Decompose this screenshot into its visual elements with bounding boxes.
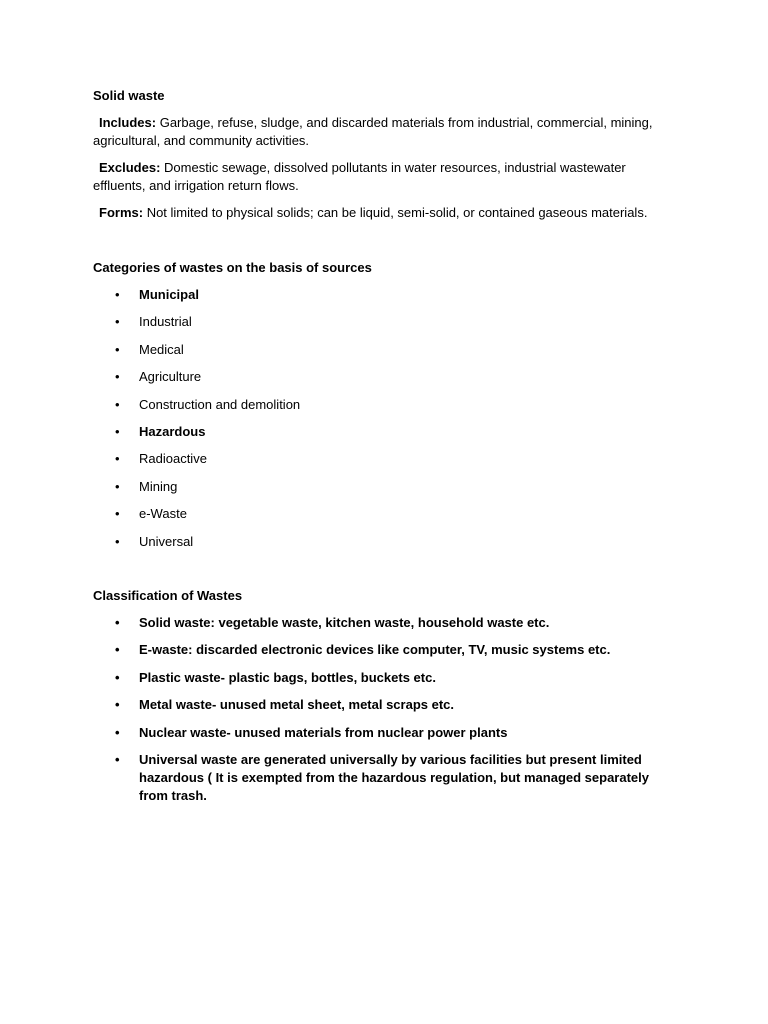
bullet-icon: •	[115, 642, 120, 658]
forms-paragraph	[93, 204, 663, 222]
list-item: • Metal waste- unused metal sheet, metal scraps etc.	[115, 697, 455, 713]
includes-text: Garbage, refuse, sludge, and discarded materials from industrial, commercial, mining, agricultural, and community activities.	[93, 115, 653, 148]
includes-paragraph	[93, 114, 663, 150]
bullet-icon: •	[115, 478, 120, 494]
list-item: • Medical	[115, 341, 184, 357]
list-item: • Plastic waste- plastic bags, bottles, buckets etc.	[115, 669, 436, 685]
bullet-icon: •	[115, 697, 120, 713]
list-item: • Nuclear waste- unused materials from nuclear power plants	[115, 724, 508, 740]
list-item: • Universal waste are generated universally by various facilities but present limited hazardous ( It is exempted from the hazardous regulation, but managed separately from trash.	[115, 751, 649, 803]
bullet-icon: •	[115, 423, 120, 439]
categories-heading: Categories of wastes on the basis of sources	[93, 260, 372, 275]
excludes-text: Domestic sewage, dissolved pollutants in water resources, industrial wastewater effluents, and irrigation return flows.	[93, 160, 626, 193]
bullet-icon: •	[115, 369, 120, 385]
forms-label: Forms:	[99, 205, 144, 220]
list-item: • Radioactive	[115, 451, 207, 467]
list-item: • Construction and demolition	[115, 396, 301, 412]
list-item: • E-waste: discarded electronic devices like computer, TV, music systems etc.	[115, 642, 611, 658]
list-item: • Solid waste: vegetable waste, kitchen waste, household waste etc.	[115, 615, 550, 630]
bullet-icon: •	[115, 533, 120, 549]
list-item: • Mining	[115, 478, 178, 494]
classification-heading: Classification of Wastes	[93, 588, 243, 603]
excludes-label: Excludes:	[99, 160, 161, 175]
bullet-icon: •	[115, 724, 120, 740]
list-item: • Universal	[115, 533, 194, 549]
bullet-icon: •	[115, 506, 120, 522]
list-item: • Agriculture	[115, 369, 202, 385]
bullet-icon: •	[115, 615, 120, 630]
classification-list	[93, 614, 673, 805]
bullet-icon: •	[115, 451, 120, 467]
categories-list	[93, 286, 673, 551]
bullet-icon: •	[115, 396, 120, 412]
bullet-icon: •	[115, 341, 120, 357]
bullet-icon: •	[115, 669, 120, 685]
list-item: • Hazardous	[115, 423, 206, 439]
forms-text: Not limited to physical solids; can be liquid, semi-solid, or contained gaseous materials.	[146, 205, 648, 220]
solid-waste-heading: Solid waste	[93, 88, 165, 103]
bullet-icon: •	[115, 314, 120, 330]
list-item: • Municipal	[115, 287, 199, 302]
bullet-icon: •	[115, 287, 120, 302]
excludes-paragraph	[93, 159, 663, 195]
list-item: • e-Waste	[115, 506, 187, 522]
bullet-icon: •	[115, 751, 120, 767]
includes-label: Includes:	[99, 115, 157, 130]
list-item: • Industrial	[115, 314, 192, 330]
